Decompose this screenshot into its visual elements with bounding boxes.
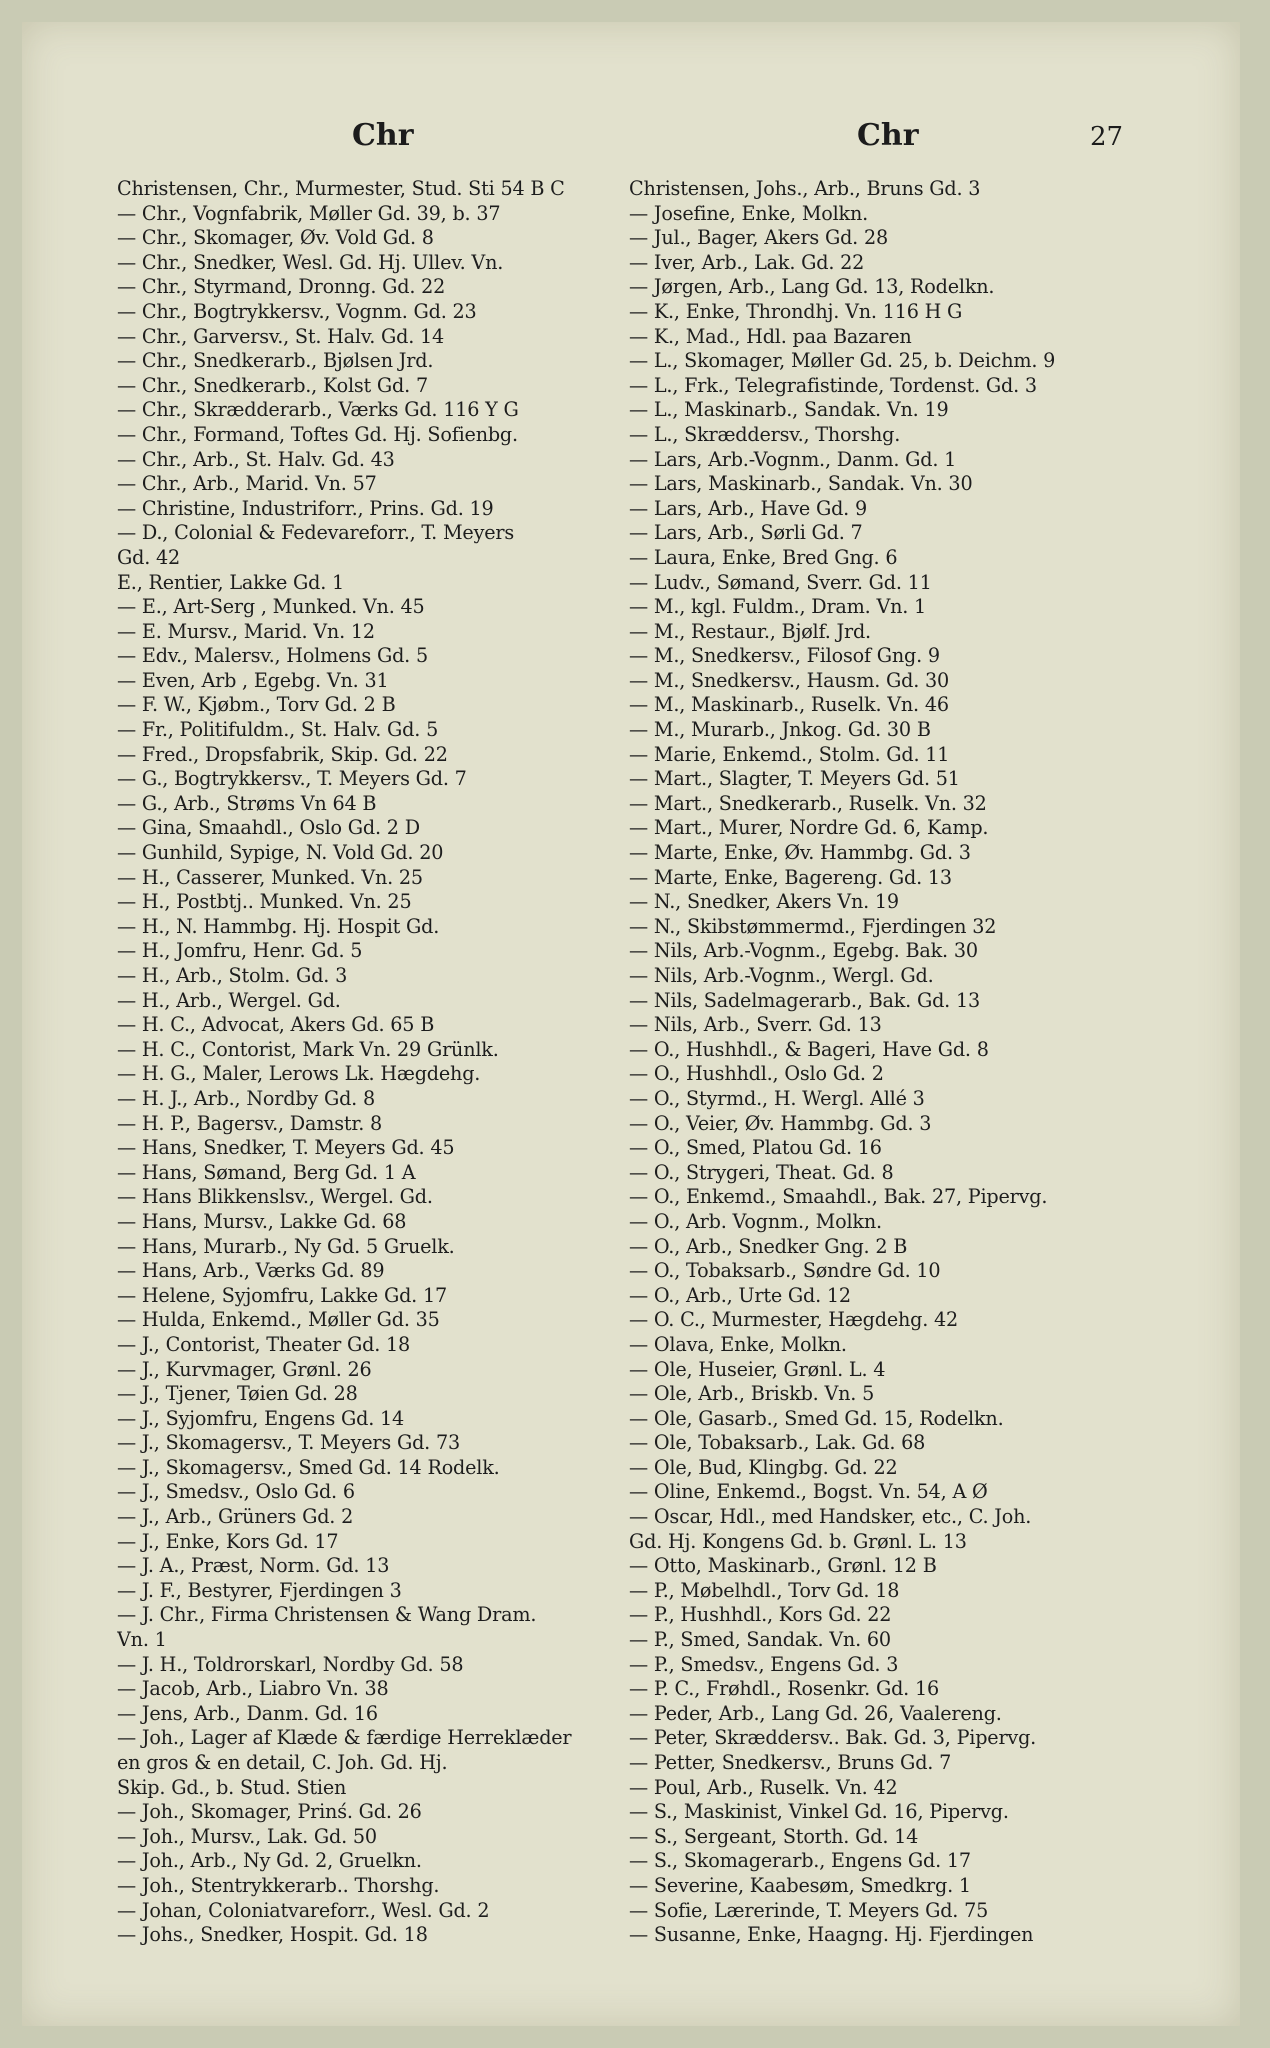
directory-entry-line: E., Rentier, Lakke Gd. 1 [117,570,345,594]
directory-entry-line: — J., Arb., Grüners Gd. 2 [117,1505,354,1529]
directory-entry-line: — Joh., Stentrykkerarb.. Thorshg. [117,1873,440,1897]
directory-entry-line: — S., Skomagerarb., Engens Gd. 17 [629,1849,971,1873]
directory-entry-line: — Hans, Snedker, T. Meyers Gd. 45 [117,1136,455,1160]
directory-entry-line: — O., Arb. Vognm., Molkn. [629,1209,882,1233]
directory-entry-line: — J. A., Præst, Norm. Gd. 13 [117,1554,390,1578]
directory-entry-line: — N., Snedker, Akers Vn. 19 [629,890,899,914]
page-header [22,118,1240,158]
directory-entry-line: — Hans, Murarb., Ny Gd. 5 Gruelk. [117,1234,455,1258]
directory-entry-line: — Helene, Syjomfru, Lakke Gd. 17 [117,1283,447,1307]
directory-entry-line: — H., Casserer, Munked. Vn. 25 [117,865,423,889]
directory-entry-line: — Lars, Arb., Have Gd. 9 [629,496,867,520]
directory-entry-line: — Oscar, Hdl., med Handsker, etc., C. Joh. [629,1505,1032,1529]
directory-entry-line: — O., Veier, Øv. Hammbg. Gd. 3 [629,1111,932,1135]
directory-entry-line: — E. Mursv., Marid. Vn. 12 [117,619,375,643]
left-column [117,177,603,1948]
directory-entry-line: — S., Sergeant, Storth. Gd. 14 [629,1824,919,1848]
directory-entry-line: — Mart., Slagter, T. Meyers Gd. 51 [629,767,960,791]
directory-entry-line: Vn. 1 [117,1628,167,1652]
directory-entry-line: — Jørgen, Arb., Lang Gd. 13, Rodelkn. [629,275,995,299]
directory-entry-line: — Hans Blikkenslsv., Wergel. Gd. [117,1185,433,1209]
directory-entry-line: — Otto, Maskinarb., Grønl. 12 B [629,1554,937,1578]
right-column [629,177,1135,1948]
directory-entry-line: — Lars, Arb., Sørli Gd. 7 [629,521,863,545]
directory-entry-line: — Ole, Arb., Briskb. Vn. 5 [629,1382,875,1406]
directory-entry-line: — H. C., Contorist, Mark Vn. 29 Grünlk. [117,1037,499,1061]
directory-entry-line: — Hans, Sømand, Berg Gd. 1 A [117,1160,416,1184]
directory-entry-line: — Marte, Enke, Bagereng. Gd. 13 [629,865,952,889]
directory-entry-line: — J. F., Bestyrer, Fjerdingen 3 [117,1578,402,1602]
directory-entry-line: — M., Murarb., Jnkog. Gd. 30 B [629,718,931,742]
directory-entry-line: — Ole, Bud, Klingbg. Gd. 22 [629,1455,898,1479]
directory-entry-line: — Chr., Skomager, Øv. Vold Gd. 8 [117,226,434,250]
directory-entry-line: Gd. 42 [117,545,181,569]
directory-entry-line: — Nils, Arb.-Vognm., Wergl. Gd. [629,964,934,987]
directory-entry-line: — Chr., Snedkerarb., Kolst Gd. 7 [117,373,428,397]
directory-entry-line: — Nils, Arb.-Vognm., Egebg. Bak. 30 [629,939,978,963]
directory-entry-line: — Hans, Arb., Værks Gd. 89 [117,1259,385,1283]
directory-entry-line: — H. C., Advocat, Akers Gd. 65 B [117,1013,435,1037]
directory-entry-line: — J., Syjomfru, Engens Gd. 14 [117,1406,405,1430]
directory-entry-line: — O., Hushhdl., & Bageri, Have Gd. 8 [629,1037,989,1061]
directory-entry-line: — J. H., Toldrorskarl, Nordby Gd. 58 [117,1652,464,1676]
directory-entry-line: — Chr., Bogtrykkersv., Vognm. Gd. 23 [117,299,477,323]
directory-entry-line: — O., Tobaksarb., Søndre Gd. 10 [629,1259,941,1283]
directory-entry-line: — Joh., Arb., Ny Gd. 2, Gruelkn. [117,1849,422,1873]
directory-entry-line: — Peder, Arb., Lang Gd. 26, Vaalereng. [629,1701,1002,1725]
directory-entry-line: — P., Hushhdl., Kors Gd. 22 [629,1603,892,1627]
directory-entry-line: — Nils, Arb., Sverr. Gd. 13 [629,1013,882,1037]
directory-entry-line: — Joh., Lager af Klæde & færdige Herreklæder [117,1726,572,1750]
directory-entry-line: — Marte, Enke, Øv. Hammbg. Gd. 3 [629,841,971,865]
directory-entry-line: — Olava, Enke, Molkn. [629,1332,847,1356]
directory-entry-line: — H., Postbtj.. Munked. Vn. 25 [117,890,412,914]
directory-entry-line: — Laura, Enke, Bred Gng. 6 [629,545,898,569]
directory-entry-line: — Jacob, Arb., Liabro Vn. 38 [117,1677,389,1701]
directory-entry-line: — M., kgl. Fuldm., Dram. Vn. 1 [629,595,927,619]
directory-entry-line: — Johs., Snedker, Hospit. Gd. 18 [117,1923,428,1947]
directory-entry-line: — H. J., Arb., Nordby Gd. 8 [117,1086,375,1110]
directory-entry-line: — L., Skomager, Møller Gd. 25, b. Deichm. 9 [629,349,1056,373]
running-head-left: Chr [352,118,414,153]
directory-entry-line: — N., Skibstømmermd., Fjerdingen 32 [629,914,997,938]
directory-entry-line: — Jul., Bager, Akers Gd. 28 [629,226,888,250]
directory-entry-line: — M., Snedkersv., Filosof Gng. 9 [629,644,940,668]
directory-entry-line: — M., Maskinarb., Ruselk. Vn. 46 [629,693,949,717]
directory-entry-line: — H., N. Hammbg. Hj. Hospit Gd. [117,914,440,938]
directory-entry-line: — Chr., Skrædderarb., Værks Gd. 116 Y G [117,398,519,422]
directory-entry-line: en gros & en detail, C. Joh. Gd. Hj. [117,1751,448,1774]
directory-entry-line: — J. Chr., Firma Christensen & Wang Dram. [117,1603,537,1627]
directory-entry-line: — J., Tjener, Tøien Gd. 28 [117,1382,358,1406]
directory-entry-line: — Nils, Sadelmagerarb., Bak. Gd. 13 [629,988,980,1012]
directory-entry-line: — O., Strygeri, Theat. Gd. 8 [629,1160,894,1184]
directory-entry-line: — Joh., Mursv., Lak. Gd. 50 [117,1824,377,1848]
directory-entry-line: — P., Smedsv., Engens Gd. 3 [629,1652,899,1676]
directory-entry-line: — K., Mad., Hdl. paa Bazaren [629,324,912,348]
directory-entry-line: — Hulda, Enkemd., Møller Gd. 35 [117,1308,440,1332]
directory-entry-line: — L., Frk., Telegrafistinde, Tordenst. Gd. 3 [629,373,1037,397]
directory-entry-line: — E., Art-Serg , Munked. Vn. 45 [117,595,425,619]
directory-entry-line: — H., Arb., Wergel. Gd. [117,988,341,1012]
directory-entry-line: — J., Skomagersv., Smed Gd. 14 Rodelk. [117,1455,500,1479]
directory-entry-line: — Oline, Enkemd., Bogst. Vn. 54, A Ø [629,1480,988,1504]
directory-entry-line: — Severine, Kaabesøm, Smedkrg. 1 [629,1873,971,1897]
directory-entry-line: — Christine, Industriforr., Prins. Gd. 19 [117,496,494,520]
directory-entry-line: — G., Bogtrykkersv., T. Meyers Gd. 7 [117,767,467,791]
directory-entry-line: — Edv., Malersv., Holmens Gd. 5 [117,644,428,668]
directory-page [22,22,1240,2026]
directory-entry-line: — Lars, Maskinarb., Sandak. Vn. 30 [629,472,973,496]
directory-entry-line: — P., Smed, Sandak. Vn. 60 [629,1628,891,1652]
directory-entry-line: — Gunhild, Sypige, N. Vold Gd. 20 [117,841,444,865]
directory-entry-line: — Iver, Arb., Lak. Gd. 22 [629,250,865,274]
directory-entry-line: — Fr., Politifuldm., St. Halv. Gd. 5 [117,718,439,742]
directory-entry-line: — S., Maskinist, Vinkel Gd. 16, Pipervg. [629,1800,1009,1824]
running-head-right: Chr [857,118,919,153]
directory-entry-line: — O., Hushhdl., Oslo Gd. 2 [629,1062,884,1086]
directory-entry-line: — Mart., Murer, Nordre Gd. 6, Kamp. [629,816,989,840]
directory-entry-line: — O., Arb., Snedker Gng. 2 B [629,1234,908,1258]
directory-entry-line: — O., Enkemd., Smaahdl., Bak. 27, Pipervg. [629,1185,1048,1209]
directory-entry-line: — Lars, Arb.-Vognm., Danm. Gd. 1 [629,447,957,471]
directory-entry-line: — Mart., Snedkerarb., Ruselk. Vn. 32 [629,791,987,815]
directory-entry-line: — J., Enke, Kors Gd. 17 [117,1529,339,1553]
directory-entry-line: — O., Arb., Urte Gd. 12 [629,1283,851,1307]
directory-entry-line: — Chr., Vognfabrik, Møller Gd. 39, b. 37 [117,201,501,225]
page-number: 27 [1090,122,1124,152]
directory-entry-line: — H. P., Bagersv., Damstr. 8 [117,1111,383,1135]
directory-entry-line: — L., Maskinarb., Sandak. Vn. 19 [629,398,949,422]
directory-entry-line: — L., Skræddersv., Thorshg. [629,422,901,446]
directory-entry-line: — Chr., Styrmand, Dronng. Gd. 22 [117,275,446,299]
directory-entry-line: — Peter, Skræddersv.. Bak. Gd. 3, Pipervg. [629,1726,1037,1750]
directory-entry-line: — F. W., Kjøbm., Torv Gd. 2 B [117,693,396,717]
directory-entry-line: — Sofie, Lærerinde, T. Meyers Gd. 75 [629,1898,989,1922]
directory-entry-line: — Ole, Gasarb., Smed Gd. 15, Rodelkn. [629,1406,1004,1430]
directory-entry-line: — Marie, Enkemd., Stolm. Gd. 11 [629,742,950,766]
directory-entry-line: — P., Møbelhdl., Torv Gd. 18 [629,1578,900,1602]
directory-entry-line: — Gina, Smaahdl., Oslo Gd. 2 D [117,816,420,840]
directory-entry-line: — Poul, Arb., Ruselk. Vn. 42 [629,1775,898,1799]
directory-entry-line: — Ludv., Sømand, Sverr. Gd. 11 [629,570,932,594]
directory-entry-line: Christensen, Johs., Arb., Bruns Gd. 3 [629,177,981,200]
directory-entry-line: — H., Arb., Stolm. Gd. 3 [117,964,348,987]
directory-entry-line: — Josefine, Enke, Molkn. [629,201,869,225]
directory-entry-line: — P. C., Frøhdl., Rosenkr. Gd. 16 [629,1677,939,1701]
directory-entry-line: — Chr., Arb., Marid. Vn. 57 [117,472,377,496]
directory-entry-line: — O. C., Murmester, Hægdehg. 42 [629,1308,959,1332]
directory-entry-line: — Joh., Skomager, Prinś. Gd. 26 [117,1800,422,1824]
directory-entry-line: — J., Kurvmager, Grønl. 26 [117,1357,372,1381]
directory-entry-line: — K., Enke, Throndhj. Vn. 116 H G [629,299,963,323]
directory-entry-line: — Chr., Snedkerarb., Bjølsen Jrd. [117,349,434,373]
directory-entry-line: — Ole, Huseier, Grønl. L. 4 [629,1357,886,1381]
directory-entry-line: Christensen, Chr., Murmester, Stud. Sti 54 B C [117,177,565,200]
directory-entry-line: — Chr., Arb., St. Halv. Gd. 43 [117,447,395,471]
directory-entry-line: — Johan, Coloniatvareforr., Wesl. Gd. 2 [117,1898,490,1922]
directory-entry-line: — Susanne, Enke, Haagng. Hj. Fjerdingen [629,1923,1034,1947]
directory-entry-line: Gd. Hj. Kongens Gd. b. Grønl. L. 13 [629,1529,967,1553]
directory-entry-line: — Even, Arb , Egebg. Vn. 31 [117,668,389,692]
directory-entry-line: — Chr., Formand, Toftes Gd. Hj. Sofienbg. [117,422,518,446]
directory-entry-line: — Fred., Dropsfabrik, Skip. Gd. 22 [117,742,448,766]
directory-entry-line: — Jens, Arb., Danm. Gd. 16 [117,1701,378,1725]
directory-entry-line: — H. G., Maler, Lerows Lk. Hægdehg. [117,1062,481,1086]
directory-entry-line: — Hans, Mursv., Lakke Gd. 68 [117,1209,407,1233]
directory-entry-line: — J., Contorist, Theater Gd. 18 [117,1332,411,1356]
directory-entry-line: — O., Styrmd., H. Wergl. Allé 3 [629,1086,925,1110]
directory-entry-line: — G., Arb., Strøms Vn 64 B [117,791,377,815]
directory-entry-line: — H., Jomfru, Henr. Gd. 5 [117,939,363,963]
directory-entry-line: — M., Restaur., Bjølf. Jrd. [629,619,871,643]
directory-entry-line: — D., Colonial & Fedevareforr., T. Meyers [117,521,514,545]
directory-entry-line: — O., Smed, Platou Gd. 16 [629,1136,882,1160]
directory-entry-line: — J., Skomagersv., T. Meyers Gd. 73 [117,1431,460,1455]
directory-entry-line: — Ole, Tobaksarb., Lak. Gd. 68 [629,1431,926,1455]
directory-entry-line: — Chr., Garversv., St. Halv. Gd. 14 [117,324,445,348]
directory-entry-line: — Chr., Snedker, Wesl. Gd. Hj. Ullev. Vn. [117,250,504,274]
directory-entry-line: — J., Smedsv., Oslo Gd. 6 [117,1480,355,1504]
directory-entry-line: Skip. Gd., b. Stud. Stien [117,1775,347,1799]
directory-entry-line: — M., Snedkersv., Hausm. Gd. 30 [629,668,950,692]
directory-entry-line: — Petter, Snedkersv., Bruns Gd. 7 [629,1751,952,1774]
